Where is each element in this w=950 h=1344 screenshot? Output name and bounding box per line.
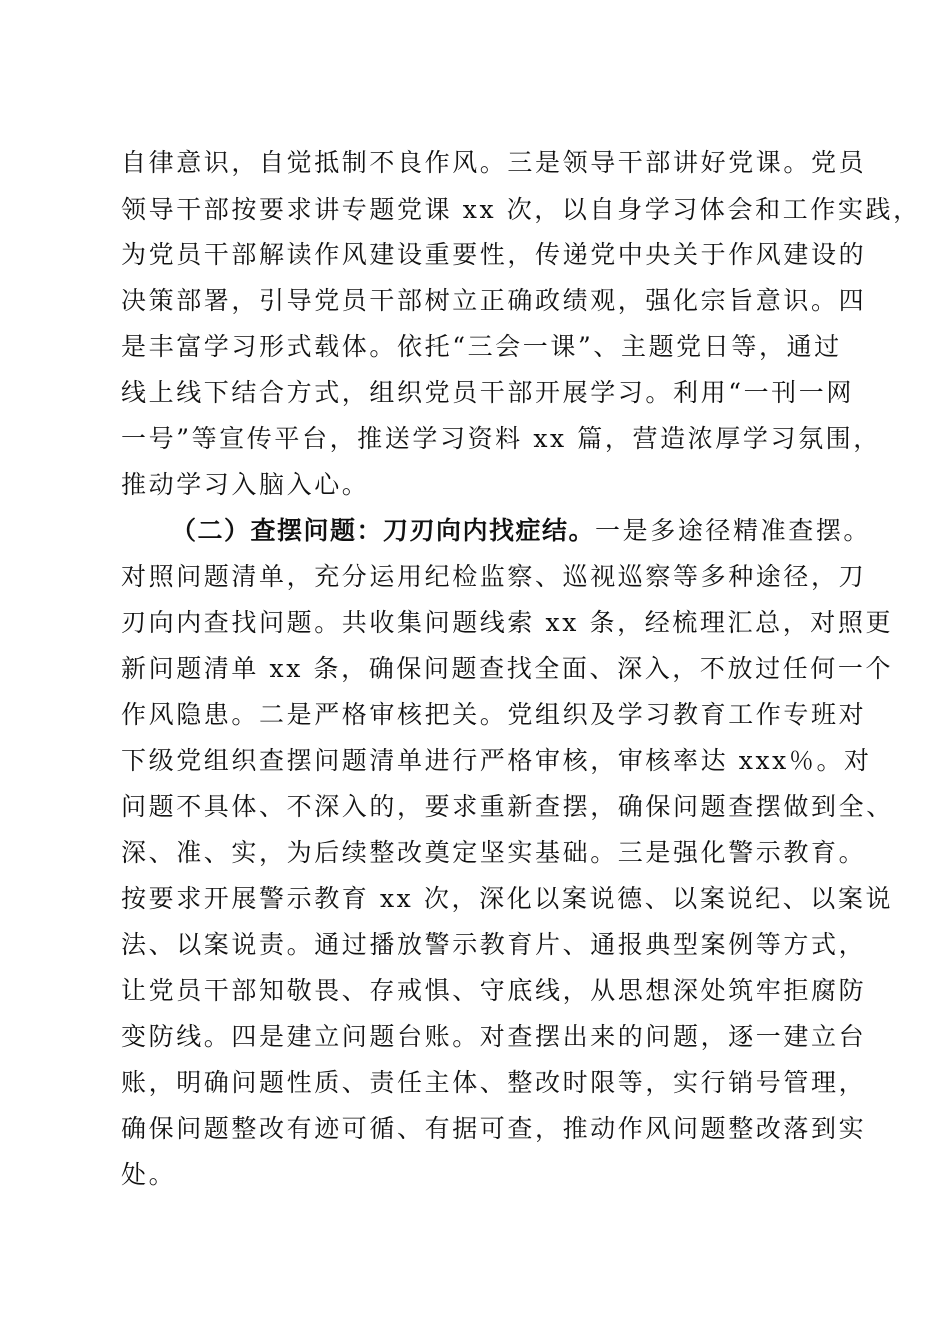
paragraph-line: 对照问题清单，充分运用纪检监察、巡视巡察等多种途径，刀 — [121, 562, 867, 591]
paragraph-line: 推动学习入脑入心。 — [121, 470, 370, 499]
paragraph-line: 线上线下结合方式，组织党员干部开展学习。利用“一刊一网 — [121, 378, 854, 407]
paragraph-line: 问题不具体、不深入的，要求重新查摆，确保问题查摆做到全、 — [121, 792, 894, 821]
paragraph-line: 让党员干部知敬畏、存戒惧、守底线，从思想深处筑牢拒腐防 — [121, 976, 867, 1005]
paragraph-line: 下级党组织查摆问题清单进行严格审核，审核率达 xxx％。对 — [121, 746, 872, 775]
paragraph-line: 按要求开展警示教育 xx 次，深化以案说德、以案说纪、以案说 — [121, 884, 894, 913]
paragraph-line: 作风隐患。二是严格审核把关。党组织及学习教育工作专班对 — [121, 700, 867, 729]
paragraph-line: 领导干部按要求讲专题党课 xx 次，以自身学习体会和工作实践， — [121, 195, 921, 224]
paragraph-line: 决策部署，引导党员干部树立正确政绩观，强化宗旨意识。四 — [121, 286, 867, 315]
paragraph-line: 为党员干部解读作风建设重要性，传递党中央关于作风建设的 — [121, 240, 867, 269]
paragraph-line: 变防线。四是建立问题台账。对查摆出来的问题，逐一建立台 — [121, 1022, 867, 1051]
paragraph-line: 是丰富学习形式载体。依托“三会一课”、主题党日等，通过 — [121, 332, 842, 361]
paragraph-line: 刃向内查找问题。共收集问题线索 xx 条，经梳理汇总，对照更 — [121, 608, 894, 637]
paragraph-line: 处。 — [121, 1160, 177, 1189]
section-heading: （二）查摆问题：刀刃向内找症结。 — [171, 516, 596, 545]
paragraph-line: 账，明确问题性质、责任主体、整改时限等，实行销号管理， — [121, 1068, 867, 1097]
paragraph-line: 深、准、实，为后续整改奠定坚实基础。三是强化警示教育。 — [121, 838, 867, 867]
paragraph-line: 法、以案说责。通过播放警示教育片、通报典型案例等方式， — [121, 930, 867, 959]
paragraph-line: 自律意识，自觉抵制不良作风。三是领导干部讲好党课。党员 — [121, 148, 867, 177]
section-heading-line — [171, 508, 872, 554]
paragraph-line: 新问题清单 xx 条，确保问题查找全面、深入，不放过任何一个 — [121, 654, 894, 683]
section-first-line-text: 一是多途径精准查摆。 — [595, 516, 872, 545]
paragraph-line: 一号”等宣传平台，推送学习资料 xx 篇，营造浓厚学习氛围， — [121, 424, 881, 453]
paragraph-line: 确保问题整改有迹可循、有据可查，推动作风问题整改落到实 — [121, 1114, 867, 1143]
